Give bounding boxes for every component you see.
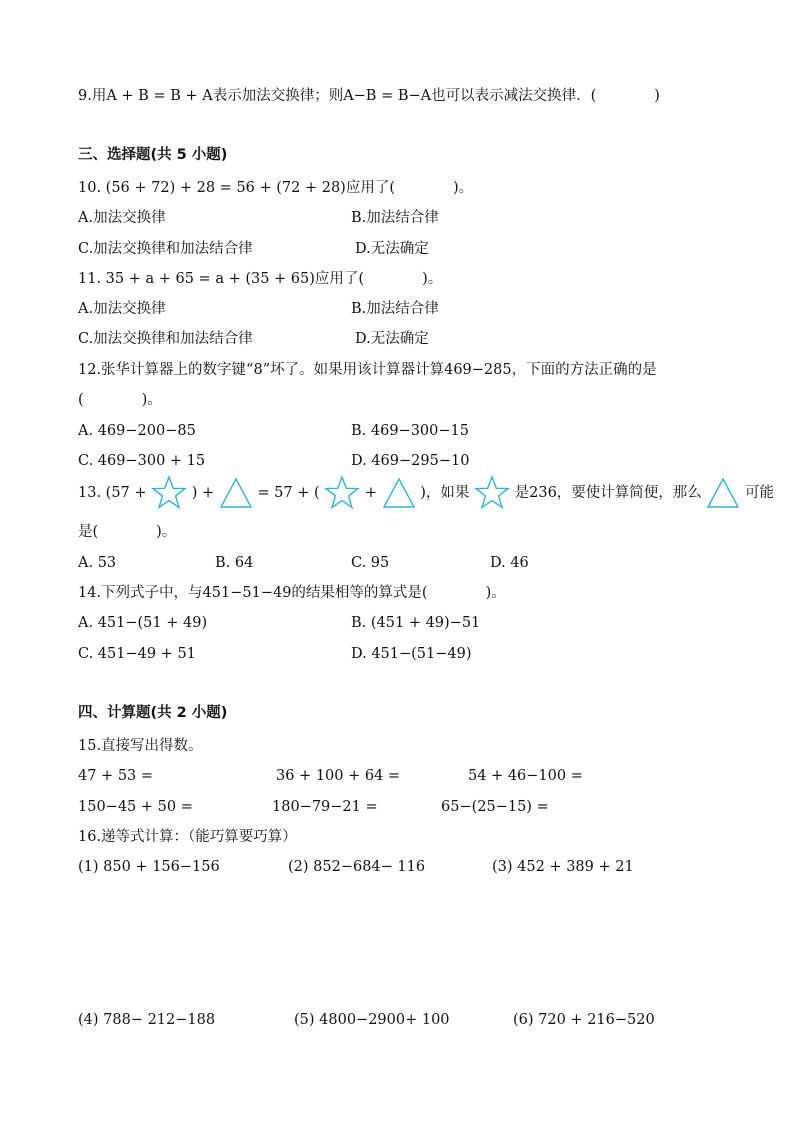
q13-part7: 可能 bbox=[745, 485, 775, 501]
q13-part5: )，如果 bbox=[420, 485, 470, 501]
question-10-stem: 10. (56 + 72) + 28 = 56 + (72 + 28)应用了( )。 bbox=[78, 180, 474, 196]
q15-expression-3: 54 + 46−100 = bbox=[468, 768, 583, 784]
q13-part6: 是236，要使计算简便，那么 bbox=[514, 485, 702, 501]
question-9: 9.用A + B = B + A表示加法交换律；则A−B = B−A也可以表示减法交换律．( ) bbox=[78, 88, 660, 104]
question-13-option-b[interactable]: B. 64 bbox=[215, 555, 254, 571]
question-10-option-b[interactable]: B.加法结合律 bbox=[351, 210, 439, 226]
question-14-option-d[interactable]: D. 451−(51−49) bbox=[351, 646, 472, 662]
question-12-stem: 12.张华计算器上的数字键“8”坏了。如果用该计算器计算469−285，下面的方法正确的是 bbox=[78, 362, 657, 378]
star-icon bbox=[474, 475, 510, 511]
q15-expression-2: 36 + 100 + 64 = bbox=[276, 768, 401, 784]
q16-expression-1: (1) 850 + 156−156 bbox=[78, 859, 220, 875]
q16-expression-4: (4) 788− 212−188 bbox=[78, 1012, 216, 1028]
q16-expression-3: (3) 452 + 389 + 21 bbox=[492, 859, 634, 875]
triangle-icon bbox=[219, 477, 253, 509]
section-3-heading: 三、选择题(共 5 小题) bbox=[78, 147, 228, 163]
question-14-option-a[interactable]: A. 451−(51 + 49) bbox=[78, 615, 208, 631]
q16-expression-6: (6) 720 + 216−520 bbox=[513, 1012, 655, 1028]
q13-part1: 13. (57 + bbox=[78, 485, 147, 501]
question-12-option-d[interactable]: D. 469−295−10 bbox=[351, 453, 470, 469]
question-13-stem-line2: 是( )。 bbox=[78, 524, 177, 540]
triangle-icon bbox=[382, 477, 416, 509]
q13-part4: + bbox=[364, 485, 378, 501]
star-icon bbox=[151, 475, 187, 511]
question-12-option-a[interactable]: A. 469−200−85 bbox=[78, 423, 196, 439]
question-11-option-a[interactable]: A.加法交换律 bbox=[78, 301, 166, 317]
question-14-option-c[interactable]: C. 451−49 + 51 bbox=[78, 646, 196, 662]
question-15-stem: 15.直接写出得数。 bbox=[78, 738, 203, 754]
question-14-stem: 14.下列式子中，与451−51−49的结果相等的算式是( )。 bbox=[78, 585, 506, 601]
question-16-stem: 16.递等式计算：（能巧算要巧算） bbox=[78, 829, 297, 845]
question-10-option-d[interactable]: D.无法确定 bbox=[355, 241, 429, 257]
question-10-option-c[interactable]: C.加法交换律和加法结合律 bbox=[78, 241, 253, 257]
triangle-icon bbox=[706, 477, 740, 509]
q16-expression-5: (5) 4800−2900+ 100 bbox=[294, 1012, 450, 1028]
q15-expression-6: 65−(25−15) = bbox=[441, 799, 549, 815]
question-13-stem bbox=[78, 474, 774, 512]
section-4-heading: 四、计算题(共 2 小题) bbox=[78, 705, 228, 721]
q15-expression-4: 150−45 + 50 = bbox=[78, 799, 193, 815]
q15-expression-1: 47 + 53 = bbox=[78, 768, 154, 784]
question-11-option-b[interactable]: B.加法结合律 bbox=[351, 301, 439, 317]
q16-expression-2: (2) 852−684− 116 bbox=[288, 859, 426, 875]
star-icon bbox=[324, 475, 360, 511]
question-13-option-a[interactable]: A. 53 bbox=[78, 555, 117, 571]
question-12-option-c[interactable]: C. 469−300 + 15 bbox=[78, 453, 206, 469]
q13-part3: = 57 + ( bbox=[257, 485, 320, 501]
question-12-option-b[interactable]: B. 469−300−15 bbox=[351, 423, 469, 439]
question-14-option-b[interactable]: B. (451 + 49)−51 bbox=[351, 615, 481, 631]
q15-expression-5: 180−79−21 = bbox=[272, 799, 378, 815]
question-13-option-c[interactable]: C. 95 bbox=[351, 555, 390, 571]
question-11-option-c[interactable]: C.加法交换律和加法结合律 bbox=[78, 331, 253, 347]
question-13-option-d[interactable]: D. 46 bbox=[490, 555, 529, 571]
question-10-option-a[interactable]: A.加法交换律 bbox=[78, 210, 166, 226]
question-11-option-d[interactable]: D.无法确定 bbox=[355, 331, 429, 347]
question-12-stem-line2: ( )。 bbox=[78, 392, 162, 408]
q13-part2: ) + bbox=[191, 485, 215, 501]
question-11-stem: 11. 35 + a + 65 = a + (35 + 65)应用了( )。 bbox=[78, 271, 443, 287]
